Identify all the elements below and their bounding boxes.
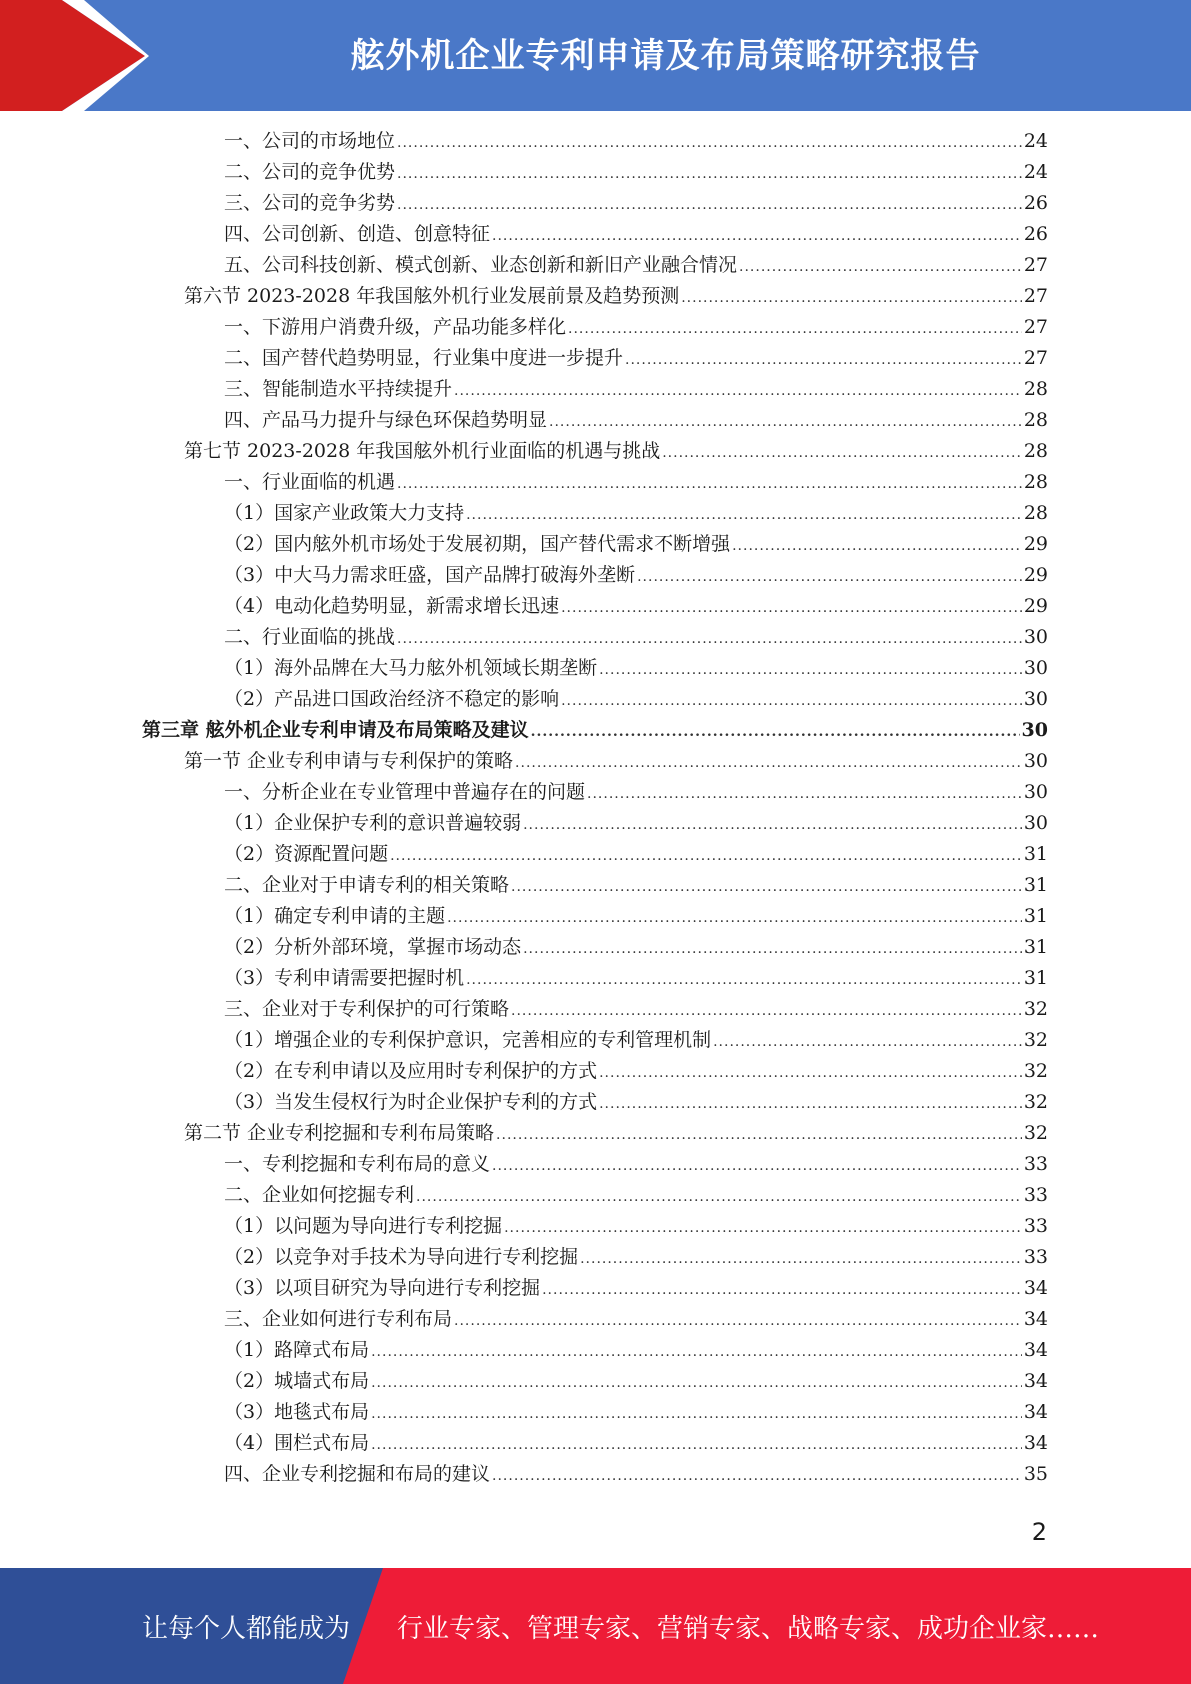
toc-dot-leader (371, 1368, 1022, 1399)
toc-entry-page: 34 (1023, 1308, 1048, 1330)
toc-dot-leader (390, 841, 1022, 872)
footer-slogan-right: 行业专家、管理专家、营销专家、战略专家、成功企业家…… (397, 1614, 1100, 1644)
toc-entry-page: 31 (1023, 967, 1048, 989)
toc-dot-leader (739, 252, 1022, 283)
toc-entry[interactable] (224, 1056, 1048, 1087)
toc-entry-page: 31 (1023, 905, 1048, 927)
toc-entry-label: 一、分析企业在专业管理中普遍存在的问题 (224, 781, 586, 803)
toc-entry-label: （3）专利申请需要把握时机 (224, 967, 465, 989)
toc-entry-label: 第一节 企业专利申请与专利保护的策略 (184, 750, 514, 772)
toc-entry[interactable] (224, 1304, 1048, 1335)
toc-entry-page: 30 (1023, 688, 1048, 710)
toc-dot-leader (496, 1120, 1022, 1151)
toc-entry-label: （1）海外品牌在大马力舷外机领域长期垄断 (224, 657, 598, 679)
toc-entry-page: 28 (1023, 471, 1048, 493)
toc-entry-label: 五、公司科技创新、模式创新、业态创新和新旧产业融合情况 (224, 254, 738, 276)
toc-entry-page: 24 (1023, 161, 1048, 183)
toc-entry[interactable] (224, 1211, 1048, 1242)
toc-entry[interactable] (224, 839, 1048, 870)
toc-entry[interactable] (224, 684, 1048, 715)
toc-entry[interactable] (224, 901, 1048, 932)
toc-entry-label: 二、行业面临的挑战 (224, 626, 396, 648)
toc-entry-label: （2）在专利申请以及应用时专利保护的方式 (224, 1060, 598, 1082)
toc-entry[interactable] (224, 963, 1048, 994)
toc-entry[interactable] (184, 436, 1048, 467)
toc-dot-leader (561, 686, 1022, 717)
toc-entry[interactable] (224, 777, 1048, 808)
toc-dot-leader (466, 500, 1022, 531)
toc-entry[interactable] (224, 188, 1048, 219)
toc-entry[interactable] (224, 1428, 1048, 1459)
toc-entry-page: 26 (1023, 192, 1048, 214)
toc-entry-page: 32 (1023, 1091, 1048, 1113)
toc-entry-label: （2）分析外部环境，掌握市场动态 (224, 936, 522, 958)
toc-entry-page: 33 (1023, 1246, 1048, 1268)
toc-entry-label: 第二节 企业专利挖掘和专利布局策略 (184, 1122, 495, 1144)
toc-entry[interactable] (224, 219, 1048, 250)
toc-entry-page: 27 (1023, 347, 1048, 369)
toc-entry[interactable] (224, 498, 1048, 529)
toc-entry[interactable] (224, 1149, 1048, 1180)
toc-entry-page: 31 (1023, 936, 1048, 958)
toc-entry-page: 31 (1023, 843, 1048, 865)
toc-entry-label: （1）增强企业的专利保护意识，完善相应的专利管理机制 (224, 1029, 712, 1051)
toc-entry[interactable] (224, 1397, 1048, 1428)
toc-entry[interactable] (184, 281, 1048, 312)
toc-entry-page: 30 (1021, 719, 1048, 741)
toc-entry-page: 30 (1023, 626, 1048, 648)
toc-dot-leader (397, 624, 1022, 655)
toc-dot-leader (454, 376, 1022, 407)
toc-entry-page: 29 (1023, 564, 1048, 586)
toc-entry-label: 一、公司的市场地位 (224, 130, 396, 152)
toc-entry-page: 27 (1023, 254, 1048, 276)
toc-entry[interactable] (224, 126, 1048, 157)
toc-dot-leader (561, 593, 1022, 624)
toc-entry-label: （1）路障式布局 (224, 1339, 370, 1361)
toc-entry-page: 30 (1023, 657, 1048, 679)
toc-entry-label: 四、公司创新、创造、创意特征 (224, 223, 491, 245)
toc-entry[interactable] (224, 653, 1048, 684)
toc-entry-label: （1）国家产业政策大力支持 (224, 502, 465, 524)
toc-entry-label: 一、专利挖掘和专利布局的意义 (224, 1153, 491, 1175)
toc-entry-label: 二、公司的竞争优势 (224, 161, 396, 183)
toc-dot-leader (732, 531, 1022, 562)
toc-entry[interactable] (224, 994, 1048, 1025)
toc-entry[interactable] (224, 1335, 1048, 1366)
toc-entry-label: （1）以问题为导向进行专利挖掘 (224, 1215, 503, 1237)
toc-dot-leader (492, 221, 1022, 252)
toc-entry[interactable] (224, 374, 1048, 405)
toc-dot-leader (568, 314, 1022, 345)
toc-entry-label: （4）电动化趋势明显，新需求增长迅速 (224, 595, 560, 617)
toc-entry-page: 32 (1023, 1122, 1048, 1144)
toc-dot-leader (371, 1337, 1022, 1368)
toc-entry-page: 34 (1023, 1277, 1048, 1299)
toc-dot-leader (511, 996, 1022, 1027)
toc-entry-label: （1）企业保护专利的意识普遍较弱 (224, 812, 522, 834)
toc-entry-label: （2）城墙式布局 (224, 1370, 370, 1392)
toc-entry[interactable] (224, 870, 1048, 901)
report-title: 舷外机企业专利申请及布局策略研究报告 (350, 36, 981, 76)
toc-entry-label: （2）产品进口国政治经济不稳定的影响 (224, 688, 560, 710)
footer-slogan-left: 让每个人都能成为 (142, 1614, 351, 1644)
toc-entry[interactable] (184, 1118, 1048, 1149)
toc-dot-leader (681, 283, 1022, 314)
toc-entry-page: 29 (1023, 533, 1048, 555)
toc-entry-label: 第三章 舷外机企业专利申请及布局策略及建议 (142, 719, 529, 741)
toc-dot-leader (599, 1089, 1022, 1120)
toc-entry-page: 28 (1023, 409, 1048, 431)
toc-entry-label: 三、公司的竞争劣势 (224, 192, 396, 214)
toc-entry[interactable] (184, 746, 1048, 777)
toc-entry-label: 一、行业面临的机遇 (224, 471, 396, 493)
toc-entry-label: 三、智能制造水平持续提升 (224, 378, 453, 400)
toc-entry-label: （3）以项目研究为导向进行专利挖掘 (224, 1277, 541, 1299)
toc-entry[interactable] (224, 560, 1048, 591)
toc-entry[interactable] (224, 405, 1048, 436)
toc-entry-page: 29 (1023, 595, 1048, 617)
toc-entry-label: （3）当发生侵权行为时企业保护专利的方式 (224, 1091, 598, 1113)
toc-dot-leader (580, 1244, 1022, 1275)
toc-dot-leader (371, 1430, 1022, 1461)
toc-entry-page: 35 (1023, 1463, 1048, 1485)
toc-entry-page: 30 (1023, 781, 1048, 803)
toc-entry-page: 33 (1023, 1215, 1048, 1237)
toc-dot-leader (542, 1275, 1022, 1306)
toc-entry-page: 26 (1023, 223, 1048, 245)
toc-dot-leader (637, 562, 1022, 593)
toc-entry-label: （2）资源配置问题 (224, 843, 389, 865)
toc-dot-leader (397, 190, 1022, 221)
toc-dot-leader (397, 159, 1022, 190)
toc-dot-leader (371, 1399, 1022, 1430)
toc-entry[interactable] (224, 622, 1048, 653)
toc-entry-label: （4）围栏式布局 (224, 1432, 370, 1454)
toc-entry-label: 一、下游用户消费升级，产品功能多样化 (224, 316, 567, 338)
toc-entry[interactable] (224, 529, 1048, 560)
toc-entry-page: 31 (1023, 874, 1048, 896)
toc-entry-label: 二、国产替代趋势明显，行业集中度进一步提升 (224, 347, 624, 369)
toc-entry-page: 28 (1023, 440, 1048, 462)
toc-entry-label: 四、产品马力提升与绿色环保趋势明显 (224, 409, 548, 431)
toc-entry-label: （3）中大马力需求旺盛，国产品牌打破海外垄断 (224, 564, 636, 586)
toc-entry-page: 34 (1023, 1401, 1048, 1423)
toc-dot-leader (504, 1213, 1022, 1244)
toc-dot-leader (599, 655, 1022, 686)
report-footer (0, 1568, 1191, 1684)
toc-entry-page: 34 (1023, 1432, 1048, 1454)
toc-entry-page: 34 (1023, 1339, 1048, 1361)
toc-entry-label: （1）确定专利申请的主题 (224, 905, 446, 927)
toc-entry[interactable] (224, 157, 1048, 188)
toc-dot-leader (523, 934, 1022, 965)
toc-entry-page: 33 (1023, 1153, 1048, 1175)
toc-dot-leader (531, 717, 1020, 748)
toc-entry[interactable] (224, 250, 1048, 281)
toc-dot-leader (549, 407, 1022, 438)
toc-entry-label: 三、企业如何进行专利布局 (224, 1308, 453, 1330)
toc-dot-leader (515, 748, 1022, 779)
toc-dot-leader (625, 345, 1022, 376)
toc-entry[interactable] (224, 1459, 1048, 1490)
toc-dot-leader (492, 1461, 1022, 1492)
toc-entry-label: 二、企业如何挖掘专利 (224, 1184, 415, 1206)
toc-entry[interactable] (224, 467, 1048, 498)
toc-entry-page: 34 (1023, 1370, 1048, 1392)
toc-dot-leader (599, 1058, 1022, 1089)
toc-entry-label: 二、企业对于申请专利的相关策略 (224, 874, 510, 896)
toc-dot-leader (492, 1151, 1022, 1182)
toc-dot-leader (713, 1027, 1022, 1058)
toc-dot-leader (447, 903, 1022, 934)
toc-entry[interactable] (224, 1242, 1048, 1273)
toc-entry-label: 第七节 2023-2028 年我国舷外机行业面临的机遇与挑战 (184, 440, 661, 462)
toc-entry-label: （2）以竞争对手技术为导向进行专利挖掘 (224, 1246, 579, 1268)
toc-entry-label: 四、企业专利挖掘和布局的建议 (224, 1463, 491, 1485)
toc-entry[interactable] (224, 343, 1048, 374)
toc-entry[interactable] (224, 1025, 1048, 1056)
toc-dot-leader (397, 469, 1022, 500)
toc-entry[interactable] (224, 1180, 1048, 1211)
toc-entry-page: 28 (1023, 502, 1048, 524)
toc-entry-page: 28 (1023, 378, 1048, 400)
toc-entry-label: 第六节 2023-2028 年我国舷外机行业发展前景及趋势预测 (184, 285, 680, 307)
toc-entry-page: 30 (1023, 750, 1048, 772)
page-number: 2 (1031, 1518, 1047, 1546)
toc-entry[interactable] (224, 1087, 1048, 1118)
toc-entry[interactable] (224, 1366, 1048, 1397)
toc-entry-label: （3）地毯式布局 (224, 1401, 370, 1423)
toc-entry[interactable] (224, 312, 1048, 343)
toc-chapter-entry[interactable] (142, 715, 1048, 746)
toc-dot-leader (454, 1306, 1022, 1337)
toc-entry-page: 27 (1023, 316, 1048, 338)
toc-dot-leader (416, 1182, 1022, 1213)
toc-entry-page: 33 (1023, 1184, 1048, 1206)
toc-entry[interactable] (224, 1273, 1048, 1304)
toc-dot-leader (523, 810, 1022, 841)
toc-entry-label: 三、企业对于专利保护的可行策略 (224, 998, 510, 1020)
toc-entry[interactable] (224, 591, 1048, 622)
toc-dot-leader (662, 438, 1022, 469)
toc-entry-page: 27 (1023, 285, 1048, 307)
toc-entry-page: 24 (1023, 130, 1048, 152)
report-header (0, 0, 1191, 111)
toc-entry[interactable] (224, 932, 1048, 963)
toc-entry-page: 32 (1023, 1060, 1048, 1082)
toc-dot-leader (466, 965, 1022, 996)
toc-entry-label: （2）国内舷外机市场处于发展初期，国产替代需求不断增强 (224, 533, 731, 555)
toc-dot-leader (511, 872, 1022, 903)
toc-entry[interactable] (224, 808, 1048, 839)
toc-entry-page: 32 (1023, 998, 1048, 1020)
toc-entry-page: 32 (1023, 1029, 1048, 1051)
toc-dot-leader (397, 128, 1022, 159)
toc-dot-leader (587, 779, 1022, 810)
toc-entry-page: 30 (1023, 812, 1048, 834)
